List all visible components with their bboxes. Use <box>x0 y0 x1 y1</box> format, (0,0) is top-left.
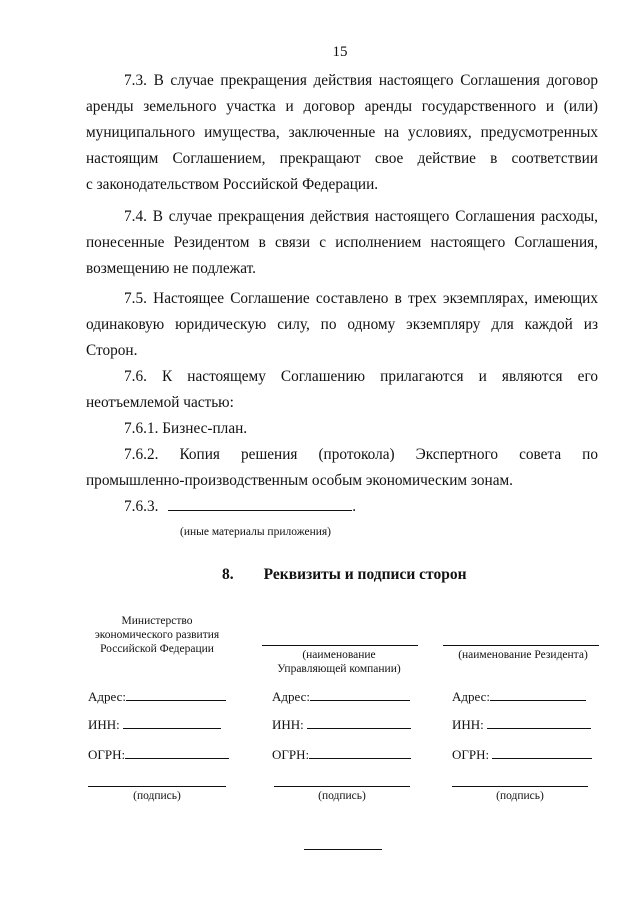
ministry-inn-field <box>88 716 221 733</box>
resident-inn-field <box>452 716 591 733</box>
blank-line <box>126 688 226 701</box>
field-label: ИНН: <box>88 717 120 732</box>
text-line: муниципального имущества, заключенные на условиях, предусмотренных <box>86 124 598 141</box>
section-title <box>222 566 467 584</box>
item-end: . <box>352 498 357 515</box>
ministry-signature-label: (подпись) <box>133 790 181 802</box>
field-label: ИНН: <box>452 717 484 732</box>
text-line: 7.6. К настоящему Соглашению прилагаются и являются его <box>124 368 598 385</box>
ministry-signature-line <box>88 786 226 787</box>
field-label: ОГРН: <box>452 747 490 762</box>
blank-line <box>307 716 411 729</box>
party-caption-line: (наименование <box>302 649 376 661</box>
text-line: 7.4. В случае прекращения действия настоящего Соглашения расходы, <box>124 208 598 225</box>
text-line: Сторон. <box>86 342 138 359</box>
party-name-line: Министерство <box>121 615 193 627</box>
text-line: аренды земельного участка и договор аренды государственного и (или) <box>86 98 598 115</box>
blank-line <box>168 497 352 511</box>
text-line: одинаковую юридическую силу, по одному экземпляру для каждой из <box>86 316 598 333</box>
field-label: ОГРН: <box>272 747 310 762</box>
party-management <box>264 648 414 676</box>
paragraph-7-4 <box>86 204 598 282</box>
item-7-6-3 <box>124 494 356 520</box>
resident-ogrn-field <box>452 746 592 763</box>
field-label: ИНН: <box>272 717 304 732</box>
resident-name-line <box>443 645 599 646</box>
blank-line <box>492 746 592 759</box>
text-line: понесенные Резидентом в связи с исполнением настоящего Соглашения, <box>86 234 598 251</box>
field-label: Адрес: <box>452 689 490 704</box>
management-inn-field <box>272 716 411 733</box>
text-line: настоящим Соглашением, прекращают свое действие в соответствии <box>86 150 598 167</box>
item-label: 7.6.3. <box>124 498 159 515</box>
text-line: с законодательством Российской Федерации. <box>86 176 379 193</box>
field-label: Адрес: <box>272 689 310 704</box>
blank-line <box>310 688 410 701</box>
management-signature-label: (подпись) <box>318 790 366 802</box>
resident-signature-label: (подпись) <box>496 790 544 802</box>
blank-line <box>125 746 229 759</box>
paragraph-7-5 <box>86 286 598 364</box>
item-7-6-1: 7.6.1. Бизнес-план. <box>124 420 248 437</box>
text-line: возмещению не подлежат. <box>86 260 256 277</box>
item-7-6-2 <box>86 442 598 494</box>
text-line: 7.6.2. Копия решения (протокола) Экспертного совета по <box>124 446 598 463</box>
management-ogrn-field <box>272 746 411 763</box>
field-label: ОГРН: <box>88 747 126 762</box>
blank-line <box>490 688 586 701</box>
text-line: неотъемлемой частью: <box>86 394 234 411</box>
paragraph-7-3 <box>86 68 598 198</box>
party-name-line: экономического развития <box>94 629 220 641</box>
party-ministry <box>82 614 232 656</box>
text-line: промышленно-производственным особым экономическим зонам. <box>86 472 514 489</box>
party-caption-line: Управляющей компании) <box>277 663 401 675</box>
attachment-caption: (иные материалы приложения) <box>180 526 332 538</box>
party-caption-line: (наименование Резидента) <box>458 649 588 661</box>
page-number: 15 <box>332 44 348 60</box>
paragraph-7-6 <box>86 364 598 416</box>
blank-line <box>309 746 411 759</box>
party-resident <box>448 648 598 662</box>
management-name-line <box>262 645 418 646</box>
section-title-text: Реквизиты и подписи сторон <box>263 566 467 583</box>
resident-address-field <box>452 688 586 705</box>
section-number: 8. <box>222 566 234 583</box>
blank-line <box>123 716 221 729</box>
field-label: Адрес: <box>88 689 126 704</box>
page-end-separator <box>304 849 382 850</box>
blank-line <box>487 716 591 729</box>
text-line: 7.5. Настоящее Соглашение составлено в трех экземплярах, имеющих <box>124 290 598 307</box>
management-signature-line <box>274 786 410 787</box>
party-name-line: Российской Федерации <box>100 643 214 655</box>
ministry-address-field <box>88 688 226 705</box>
ministry-ogrn-field <box>88 746 229 763</box>
text-line: 7.3. В случае прекращения действия настоящего Соглашения договор <box>124 72 598 89</box>
resident-signature-line <box>452 786 588 787</box>
management-address-field <box>272 688 410 705</box>
